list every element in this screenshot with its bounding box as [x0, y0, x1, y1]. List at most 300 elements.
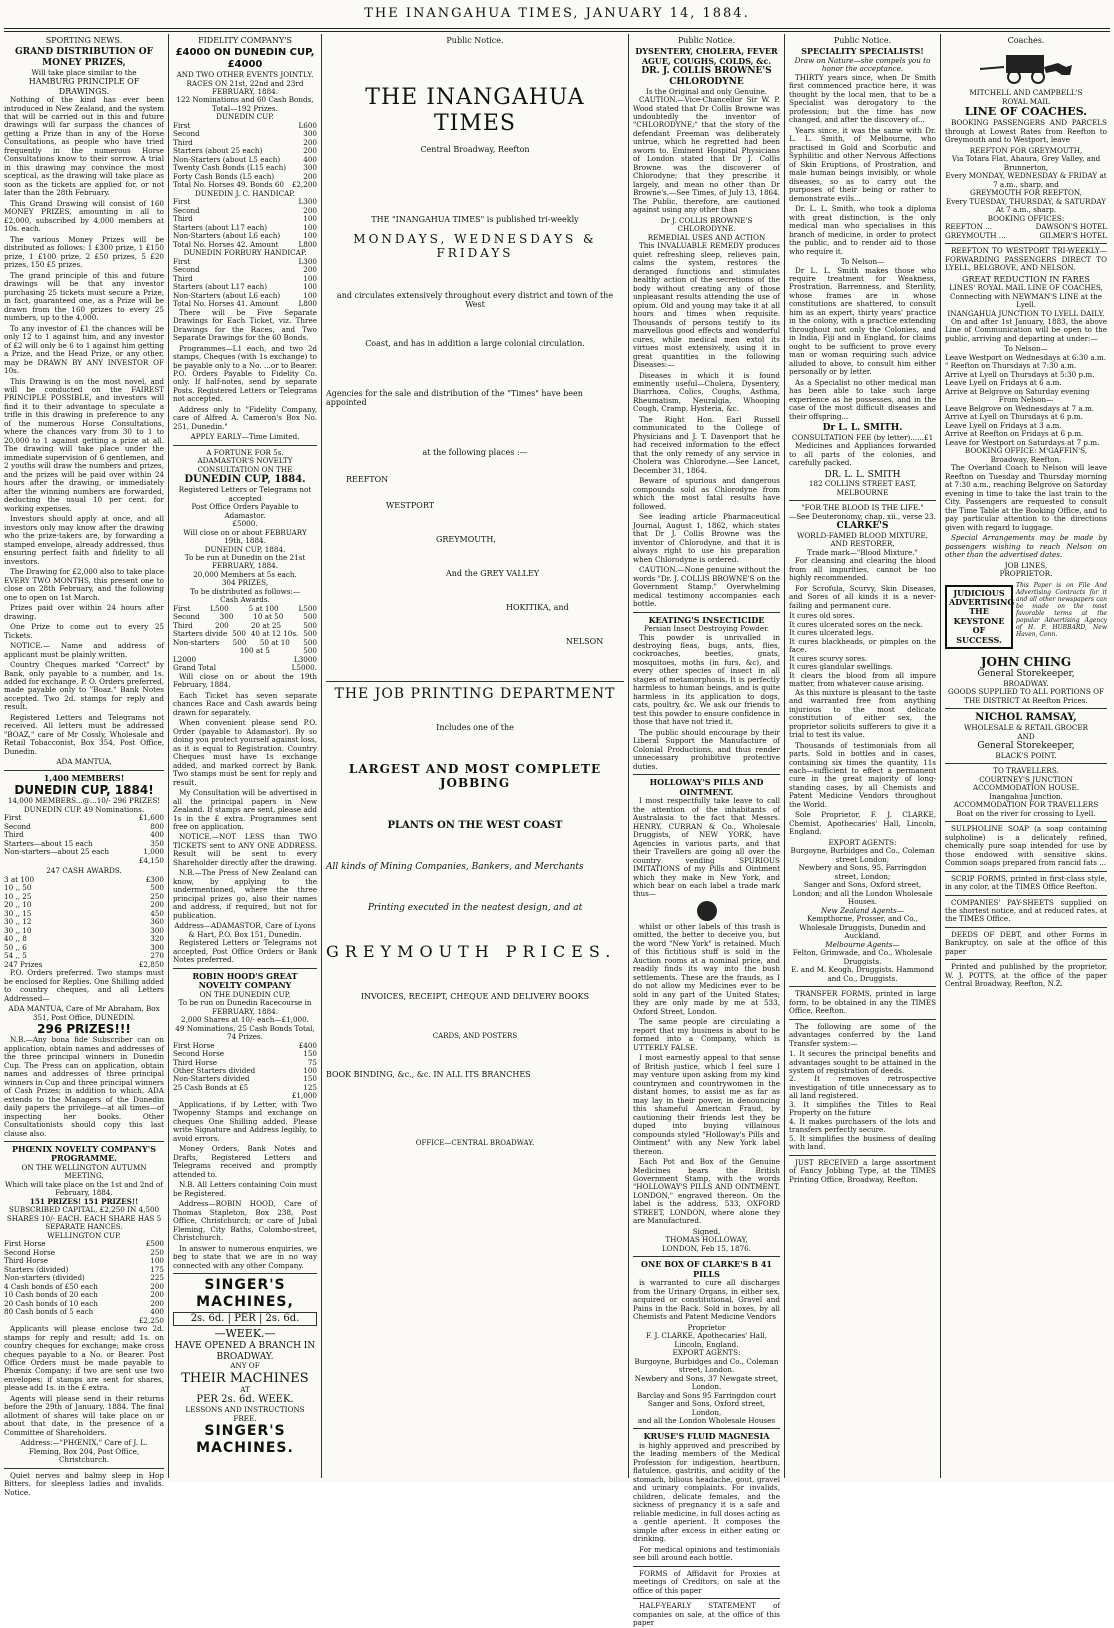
ad-title: CLARKE'S — [836, 521, 889, 532]
table-cell: 100 — [303, 290, 317, 300]
paragraph: P.O. Orders preferred. Two stamps must be enclosed for Replies. One Shilling added to country cheques, and all Letters Addressed— — [4, 968, 164, 1003]
table-cell: 175 — [150, 1264, 164, 1274]
paragraph: The same people are circulating a report that my business is about to be formed into a Company, which is UTTERLY FALSE. — [633, 1017, 780, 1052]
ad-subtitle: BOOKING OFFICE: M'GAFFIN'S, Broadway, Reefton. — [964, 446, 1088, 464]
price-box: 2s. 6d. | PER | 2s. 6d. — [173, 1312, 317, 1326]
ad-line: Printing executed in the neatest design, and at — [367, 902, 583, 913]
ad-subtitle: BROADWAY. — [1003, 678, 1049, 688]
table-row — [4, 927, 164, 935]
paragraph: FORMS of Affidavit for Proxies at meetings of Creditors, on sale at the office of this paper — [633, 1568, 780, 1595]
paragraph: To any investor of £1 the chances will be only 12 to 1 against him, and any investor of £2 will only be 6 to 1 against him getting a Prize, and the Head Prize, or any other, may be DRAWN BY ANY INVESTOR OF 10s. — [4, 323, 164, 376]
table-cell: Third — [4, 830, 24, 840]
table-cell: 200 — [303, 265, 317, 275]
ad-subtitle: DUNEDIN J. C. HANDICAP. — [195, 188, 295, 198]
column-5 — [785, 34, 940, 1478]
ad-line: PLANTS ON THE WEST COAST — [387, 820, 563, 832]
paragraph: Special Arrangements may be made by passengers wishing to reach Nelson on other than the advertised dates. — [945, 533, 1107, 560]
table-cell: 30 ,, 10 — [4, 925, 32, 935]
table-cell: 270 — [150, 951, 164, 961]
ad-line: MONDAYS, WEDNESDAYS & FRIDAYS — [353, 232, 597, 261]
signature: LONDON, Feb 15, 1876. — [661, 1243, 752, 1253]
ad-title: DR. J. COLLIS BROWNE'S CHLORODYNE — [641, 66, 772, 87]
list-item: Arrive at Belgrove on Saturday evening — [945, 386, 1090, 396]
paragraph: SULPHOLINE SOAP (a soap containing sulpholine) is a delicately refined, chemically pure soap intended for use by those endowed with sensitive skins. Common soaps prepared from rancid fats ... — [945, 824, 1107, 868]
table-cell: L600 — [298, 120, 317, 130]
column-2 — [169, 34, 321, 1478]
paragraph: The Drawing for £2,000 also to take place EVERY TWO MONTHS, this present one to close on 28th February, and the following one to open on 1st March. — [4, 567, 164, 602]
booking-office: DAWSON'S HOTEL — [1035, 222, 1107, 232]
table-cell: Third — [173, 137, 193, 147]
town: GREYMOUTH, — [436, 535, 496, 545]
divider — [789, 1019, 936, 1020]
signature: THOMAS HOLLOWAY, — [665, 1235, 748, 1245]
list-item: It cures ulcerated sores on the neck. — [789, 619, 923, 629]
ad-subtitle: Sanger and Sons, Oxford street, London; and all the London Wholesale Houses. — [792, 880, 933, 907]
ad-subtitle: GOODS SUPPLIED TO ALL PORTIONS OF THE DISTRICT At Reefton Prices. — [948, 687, 1104, 705]
ad-subtitle: 14,000 MEMBERS...@...10/- 296 PRIZES! — [7, 796, 161, 806]
divider — [945, 959, 1107, 960]
ad-subtitle: 2,000 Shares at 10/- each—£1,000. — [181, 1015, 309, 1025]
prize-table — [173, 258, 317, 300]
paragraph: This Grand Drawing will consist of 160 MONEY PRIZES, amounting in all to £2,000, subscribed by 4,000 members at 10s. each. — [4, 198, 164, 234]
prize-total: £1,000 — [291, 1091, 317, 1101]
ad-title: THEIR MACHINES — [181, 1370, 309, 1386]
signature: JOB LINES, — [1004, 560, 1048, 570]
column-label: Coaches. — [1007, 36, 1045, 45]
table-cell: Starters (divided) — [4, 1264, 69, 1274]
ad-subtitle: Which will take place on the 1st and 2nd of February, 1884. — [4, 1179, 163, 1198]
prize-total: L5000. — [291, 663, 317, 673]
divider — [173, 1273, 317, 1274]
ad-subtitle: To be run at Dunedin on the 21st FEBRUARY, 1884. — [184, 552, 306, 571]
paragraph: is warranted to cure all discharges from the Urinary Organs, in either sex, acquired or constitutional, Gravel and Pains in the Back. Sold in boxes, by all Chemists and Patent Medicine Vendors — [633, 1278, 780, 1322]
ad-subtitle: 304 PRIZES, — [221, 578, 269, 588]
table-cell: 10 ,, 25 — [4, 891, 32, 901]
paragraph: The following are some of the advantages conferred by the Land Transfer system:— — [789, 1021, 936, 1048]
ad-title: 296 PRIZES!!! — [37, 1022, 131, 1037]
table-cell: 800 — [150, 821, 164, 831]
town: WESTPORT — [386, 501, 435, 511]
table-cell: 500 — [232, 637, 247, 647]
prize-total-label: Total No. Horses 42. Amount — [173, 239, 279, 249]
table-cell: Third — [173, 214, 193, 224]
ad-subtitle: Felton, Grimwade, and Co., Wholesale Druggists. — [792, 948, 933, 966]
ad-line: Coast, and has in addition a large colonial circulation. — [365, 339, 585, 349]
column-label: Public Notice. — [833, 36, 892, 45]
ad-line: GREYMOUTH PRICES. — [326, 942, 617, 962]
table-cell: 100 — [303, 231, 317, 241]
ad-subtitle: Sanger and Sons, Oxford street, London, — [647, 1399, 766, 1417]
table-cell: Starters (about L17 each) — [173, 222, 268, 232]
table-cell: Starters (about L17 each) — [173, 282, 268, 292]
ad-subtitle: £5000. — [232, 519, 258, 529]
ad-subtitle: To be distributed as follows:— — [189, 586, 301, 596]
ad-subtitle: 122 Nominations and 60 Cash Bonds, Total—192 Prizes. — [176, 95, 314, 113]
signature: Signed, — [692, 1226, 721, 1236]
prize-table — [173, 122, 317, 181]
prize-total: L800 — [298, 239, 317, 249]
table-cell: 200 — [150, 900, 164, 910]
paragraph: Programmes—L1 each, and two 2d stamps, Cheques (with 1s exchange) to be payable only to a No. ...or to Bearer. P.O. Orders Payable to Fidelity Co. only. If half-notes, send by separate Posts. Registered Letters or Telegrams not accepted. — [173, 343, 317, 404]
ad-subtitle: DUNEDIN CUP, 1884. — [204, 544, 286, 554]
paragraph: Registered Letters and Telegrams not received. All letters must be addressed "BOAZ," care of Mr Cossly, Wholesale and Retail Tobacconist, Box 354, Post Office, Dunedin. — [4, 712, 164, 756]
table-cell: L300 — [298, 197, 317, 207]
column-label: Public Notice. — [677, 36, 736, 45]
table-cell: Non-Starters (about L6 each) — [173, 290, 281, 300]
table-cell: 150 — [303, 1049, 317, 1059]
paragraph: Address—ROBIN HOOD, Care of Thomas Stapleton, Box 238, Post Office, Christchurch; or care of Jubal Fleming, City Baths, Colombo-street, Christchurch. — [173, 1199, 317, 1243]
ad-subtitle: BOOKING OFFICES: — [987, 213, 1065, 223]
table-cell: Forty Cash Bonds (L5 each) — [173, 171, 275, 181]
table-cell: 200 — [215, 620, 229, 630]
paragraph: N.B.—Any bona fide Subscriber can on application, obtain names and addresses of the three principal winners in Dunedin Cup. The Press can on application, obtain names and addresses of three principal winners in Cup and three principal winners of Cash Prizes; in addition to which, ADA extends to the Managers of the Dunedin daily papers the privilege—at all times—of inspecting her books. Other Consultationists should copy this last clause also. — [4, 1035, 164, 1138]
prize-total: £2,200 — [291, 180, 317, 190]
cure-list — [789, 612, 936, 688]
list-item: Arrive at Reefton on Fridays at 6 p.m. — [945, 429, 1084, 439]
town: HOKITIKA, and — [506, 603, 569, 613]
paragraph: HALF-YEARLY STATEMENT of companies on sale, at the office of this paper — [633, 1601, 780, 1628]
ad-subtitle: HAVE OPENED A BRANCH IN BROADWAY. — [174, 1340, 316, 1362]
advantages-list — [789, 1050, 936, 1152]
table-cell: 100 — [303, 273, 317, 283]
table-cell: 40 at 12 10s. — [250, 629, 299, 639]
divider — [173, 968, 317, 969]
ad-subtitle: DUNEDIN CUP. — [216, 112, 274, 122]
divider — [633, 1256, 780, 1257]
prize-total-label: Total No. Horses 41. Amount — [173, 299, 279, 309]
ad-title: DUNEDIN CUP, 1884! — [14, 783, 154, 798]
paragraph: is highly approved and prescribed by the leading members of the Medical Profession for indigestion, heartburn, flatulence, gastritis, and acidity of the stomach, bilious headache, gout, gravel and urinary complaints. For invalids, children, delicate females, and the sickness of pregnancy it is a safe and reliable medicine, in full doses acting as a gentle aperient. It composes the simple after excess in either eating or drinking. — [633, 1440, 780, 1544]
ad-line: INVOICES, RECEIPT, CHEQUE AND DELIVERY BOOKS — [360, 992, 590, 1002]
paragraph: Address only to "Fidelity Company, care of Alfred A. Cameron's Box No. 251, Dunedin." — [173, 404, 317, 431]
ad-subtitle: and all the London Wholesale Houses — [637, 1415, 776, 1425]
list-item: " Reefton on Thursdays at 7:30 a.m. — [945, 361, 1077, 371]
town: NELSON — [566, 637, 604, 647]
table-cell: L500 — [298, 603, 317, 613]
paragraph: whilst or other labels of this trash is omitted, the better to deceive you, but the word "New York" is retained. Much of this fictitious stuff is sold in the Auction rooms at a nominal price, and readily finds its way into the bush settlements. These are the frauds, as I do not allow my Medicines ever to be sold in any part of the United States; they are only made by me at 533, Oxford Street, London. — [633, 921, 780, 1016]
divider — [945, 871, 1107, 872]
section-title: THE JOB PRINTING DEPARTMENT — [334, 686, 616, 703]
ad-title: JOHN CHING — [980, 655, 1072, 670]
divider — [945, 763, 1107, 764]
ad-subtitle: Will close on or about FEBRUARY 19th, 1884. — [183, 527, 307, 546]
paragraph: Prizes paid over within 24 hours after drawing. — [4, 603, 164, 621]
paragraph: REEFTON TO WESTPORT TRI-WEEKLY—FORWARDING PASSENGERS DIRECT TO LYELL, BELGROVE, AND NELSON. — [945, 246, 1107, 273]
ad-subtitle: Burgoyne, Burbidges and Co., Coleman street London; — [790, 846, 935, 864]
paragraph: Nothing of the kind has ever been introduced in New Zealand, and the system that will be carried out in this and future drawings will far surpass the chances of getting a Prize than in any of the Horse Consultations, as people who have tried frequently in the numerous Horse Consultations know to their sorrow. A trial in this drawing may convince the most sceptical, as the drawing will take place as soon as the tickets are applied for, or not later than the 28th February. — [4, 95, 164, 198]
divider — [633, 1598, 780, 1599]
table-cell: Other Starters divided — [173, 1065, 256, 1075]
divider — [633, 612, 780, 613]
table-cell: 75 — [307, 1057, 317, 1067]
town: REEFTON — [346, 475, 389, 485]
ad-subtitle: ROYAL MAIL — [1002, 96, 1050, 106]
ad-title: DUNEDIN CUP, 1884. — [184, 474, 306, 486]
paragraph: As a Specialist no other medical man has been able to take such large experience as he possesses, and in the case of the most difficult diseases and their offspring... — [789, 377, 936, 421]
list-item: Arrive at Lyell on Thursdays at 5:30 p.m. — [945, 369, 1095, 379]
table-cell: 30 ,, 12 — [4, 917, 32, 927]
paragraph: This INVALUABLE REMEDY produces quiet refreshing sleep, relieves pain, calms the system, restores the deranged functions and stimulates healthy action of the secretions of the body without creating any of those unpleasant results attending the use of opium. Old and young may take it at all hours and times when requisite. Thousands of persons testify to its marvellous good effects and wonderful cures, while medical men extol its virtues most extensively, using it in great quantities in the following Diseases:— — [633, 241, 780, 370]
ad-subtitle: LESSONS AND INSTRUCTIONS FREE. — [185, 1405, 305, 1423]
prize-total: £2,250 — [138, 1315, 164, 1325]
paragraph: As this mixture is pleasant to the taste and warranted free from anything injurious to the most delicate constitution of either sex, the proprietor solicits sufferers to give it a trial to test its value. — [789, 687, 936, 740]
ad-subtitle: EXPORT AGENTS: — [672, 1348, 741, 1358]
prize-total: £4,150 — [138, 855, 164, 865]
table-cell: 500 — [303, 612, 317, 622]
address: 182 COLLINS STREET EAST, MELBOURNE — [808, 479, 917, 497]
prize-total: £2,850 — [138, 959, 164, 969]
table-cell: 300 — [303, 163, 317, 173]
table-cell: 10 Cash bonds of 20 each — [4, 1290, 98, 1300]
table-cell: 100 — [150, 1256, 164, 1266]
paragraph: The public should encourage by their Liberal Support the Manufacture of Colonial Productions, and thus render unnecessary prohibitive protective duties. — [633, 727, 780, 771]
ad-subtitle: WORLD-FAMED BLOOD MIXTURE, AND RESTORER, — [797, 530, 928, 549]
divider — [945, 821, 1107, 822]
paragraph: COMPANIES' PAY-SHEETS supplied on the shortest notice, and at reduced rates, at the TIMES Office. — [945, 897, 1107, 924]
table-cell: Starters (about 25 each) — [173, 146, 263, 156]
ad-title: LINE OF COACHES. — [964, 105, 1088, 119]
paragraph: Applicants will please enclose two 2d. stamps for reply and result; add 1s. on country cheques for exchange; make cross cheques payable to a No. or Bearer. Post Office Orders must be made payable to Phœnix Company; if two are sent use two envelopes; if stamps are sent for shares, please add 1s. in the £ extra. — [4, 1324, 164, 1393]
paragraph: Diseases in which it is found eminently useful—Cholera, Dysentery, Diarrhœa, Colics, Coughs, Asthma, Rheumatism, Neuralgia, Whooping Cough, Cramp, Hysteria, &c. — [633, 370, 780, 414]
divider — [945, 895, 1107, 896]
paragraph: CAUTION.—Vice-Chancellor Sir W. P. Wood stated that Dr Collis Browne was undoubtedly the inventor of "CHLORODYNE;" that the story of the defendant Freeman was deliberately untrue, which he regretted had been sworn to. Eminent Hospital Physicians of London stated that Dr J. Collis Browne was the discoverer of Chlorodyne; that they prescribe it largely, and mean no other than Dr Browne's.—See Times, of July 13, 1864. The Public, therefore, are cautioned against using any other than — [633, 95, 780, 215]
ad-line: All kinds of Mining Companies, Bankers, and Merchants — [326, 862, 584, 873]
ad-subtitle: Persian Insect Destroying Powder. — [643, 624, 770, 634]
table-cell: 200 — [303, 137, 317, 147]
list-item: It cures glandular swellings. — [789, 662, 893, 672]
paragraph: The various Money Prizes will be distributed as follows: 1 £300 prize, 1 £150 prize, 1 £100 prize, 2 £50 prizes, 5 £20 prizes, 150 £5 prizes. — [4, 234, 164, 270]
ad-subtitle: PER 2s. 6d. WEEK. — [196, 1394, 294, 1406]
prize-total: L800 — [298, 299, 317, 309]
ad-subtitle: Every MONDAY, WEDNESDAY & FRIDAY at 7 a.m., sharp, and — [945, 171, 1107, 189]
ad-subtitle: 49 Nominations, 25 Cash Bonds Total, 74 Prizes. — [175, 1023, 315, 1042]
table-cell: Second — [173, 129, 200, 139]
ad-subtitle: ON THE DUNEDIN CUP, — [199, 989, 291, 999]
ad-line: BOOK BINDING, &c., &c. IN ALL ITS BRANCHES — [326, 1070, 531, 1079]
table-cell: 300 — [303, 129, 317, 139]
town: And the GREY VALLEY — [446, 569, 540, 579]
ad-title: GRAND DISTRIBUTION OF MONEY PRIZES, — [14, 47, 153, 69]
table-cell: 400 — [150, 1307, 164, 1317]
divider — [173, 445, 317, 446]
table-cell: Non-Starters (about L5 each) — [173, 154, 281, 164]
table-cell: 10 ,, 50 — [4, 883, 32, 893]
top-rule-2 — [4, 31, 1110, 32]
ad-subtitle: F. J. CLARKE, Apothecaries' Hall, Lincoln, England. — [646, 1331, 767, 1349]
table-cell: 50 at 10 — [259, 637, 290, 647]
ad-title: SINGER'S MACHINES. — [196, 1423, 294, 1456]
paragraph: CAUTION.—None genuine without the words "Dr. J. COLLIS BROWNE'S on the Government Stamp." Overwhelming medical testimony accompanies each bottle. — [633, 565, 780, 609]
paragraph: Money Orders, Bank Notes and Drafts, Registered Letters and Telegrams received and promptly attended to. — [173, 1144, 317, 1179]
list-item: 2. It removes retrospective investigation of title unnecessary as to all land registered. — [789, 1074, 936, 1101]
paragraph: SCRIP FORMS, printed in first-class style, in any color, at the TIMES Office Reefton. — [945, 873, 1107, 892]
table-cell: 20 Cash bonds of 10 each — [4, 1298, 98, 1308]
table-cell: 300 — [219, 612, 234, 622]
list-item: It cures old sores. — [789, 611, 855, 621]
ad-subtitle: Newbery and Sons, 37 Newgate street, London. — [634, 1373, 779, 1392]
table-cell: 3 at 100 — [4, 874, 35, 884]
ad-title: 1,400 MEMBERS! — [43, 772, 125, 783]
divider — [4, 1141, 164, 1142]
table-cell: Third — [173, 620, 193, 630]
paragraph: THIRTY years since, when Dr Smith first commenced practice here, it was thought by the local men, that to be a Specialist was derogatory to the profession; but the time has now changed, and after the discovery of... — [789, 72, 936, 125]
column-1 — [0, 34, 168, 1497]
table-cell: 225 — [150, 1273, 164, 1283]
table-cell: 4 Cash bonds of £50 each — [4, 1281, 98, 1291]
ad-title: ROBIN HOOD'S GREAT NOVELTY COMPANY — [192, 970, 298, 991]
ad-title: PHŒNIX NOVELTY COMPANY'S PROGRAMME. — [11, 1143, 156, 1164]
list-item: Leave Belgrove on Wednesdays at 7 a.m. — [945, 403, 1095, 413]
ad-subtitle: APPLY EARLY—Time Limited. — [190, 432, 300, 442]
ad-title: HOLLOWAY'S PILLS AND OINTMENT. — [649, 777, 764, 797]
ad-subtitle: Every TUESDAY, THURSDAY, & SATURDAY At 7 a.m., sharp. — [946, 196, 1106, 215]
ad-title: £4000 ON DUNEDIN CUP, £4000 — [175, 47, 315, 71]
list-item: Leave Lyell on Fridays at 6 a.m. — [945, 378, 1062, 388]
table-cell: 25 Cash Bonds at £5 — [173, 1082, 249, 1092]
table-cell: 5 at 100 — [248, 603, 279, 613]
divider — [633, 1566, 780, 1567]
ad-subtitle: Via Totara Flat, Ahaura, Grey Valley, and Brunnerton, — [951, 154, 1101, 172]
table-cell: 20 at 25 — [250, 620, 282, 630]
ad-subtitle: Kempthorne, Prosser, and Co., Wholesale Druggists, Dunedin and Auckland. — [799, 914, 926, 941]
table-cell: 300 — [150, 942, 164, 952]
ad-subtitle: —WEEK.— — [214, 1326, 276, 1340]
table-row — [4, 823, 164, 831]
list-item: Leave Lyell on Fridays at 3 a.m. — [945, 420, 1062, 430]
divider — [4, 1468, 164, 1469]
list-item: 3. It simplifies the Titles to Real Property on the future — [789, 1099, 936, 1118]
table-cell: 100 at 5 — [239, 646, 270, 656]
list-item: 1. It secures the principal benefits and advantages sought to be attained in the system of registration of deeds. — [789, 1049, 936, 1075]
table-cell: 200 — [303, 205, 317, 215]
table-cell: 300 — [150, 925, 164, 935]
table-cell: Non-starters (divided) — [4, 1273, 85, 1283]
paragraph: Country Cheques marked "Correct" by Bank, only payable to a number, and 1s. added for exchange. P. O. Orders preferred, made payable only to "Boaz." Bank Notes accepted. Two 2d. stamps for reply and result. — [4, 660, 164, 712]
paragraph: For medical opinions and testimonials see bill around each bottle. — [633, 1544, 780, 1563]
keystone-logo: JUDICIOUS ADVERTISING THE KEYSTONE OF SUCCESS. — [945, 585, 1013, 650]
table-cell: 350 — [150, 838, 164, 848]
paragraph: This Paper is on File And Advertising Contracts for it and all other newspapers can be made on the most favorable terms at the popular Advertising Agency of H. P. HUBBARD, New Haven, Conn. — [1016, 581, 1107, 639]
ad-subtitle: EXPORT AGENTS: — [828, 837, 897, 847]
ad-title: SPECIALITY SPECIALISTS! — [801, 46, 924, 57]
paragraph: N.B. All Letters containing Coin must be Registered. — [173, 1180, 317, 1198]
table-cell: Third — [173, 273, 193, 283]
table-cell: 500 — [150, 883, 164, 893]
column-center — [322, 34, 628, 1478]
paragraph: For cleansing and clearing the blood from all impurities, cannot be too highly recommended. — [789, 556, 936, 583]
list-item: 5. It simplifies the business of dealing with land. — [789, 1133, 936, 1152]
ad-line: LARGEST AND MOST COMPLETE JOBBING — [348, 762, 602, 791]
ad-subtitle: Burgoyne, Burbidges and Co., Coleman street, London. — [634, 1356, 779, 1375]
table-cell: First — [173, 197, 191, 207]
ad-subtitle: INANGAHUA JUNCTION TO LYELL DAILY. — [947, 308, 1105, 318]
prize-table — [173, 1042, 317, 1093]
table-cell: Starters—about 15 each — [4, 838, 93, 848]
table-cell: 200 — [303, 171, 317, 181]
ad-subtitle: Newbery and Sons, 95, Farringdon street, London; — [798, 863, 927, 881]
list-item: It clears the blood from all impure matter, from whatever cause arising. — [789, 670, 936, 689]
table-cell: 150 — [303, 1074, 317, 1084]
ad-subtitle: ACCOMMODATION FOR TRAVELLERS — [953, 800, 1099, 810]
ad-subtitle: BLACK'S POINT. — [995, 750, 1057, 760]
table-cell: Third Horse — [4, 1256, 49, 1266]
table-cell: 200 — [303, 146, 317, 156]
ad-title: KEATING'S INSECTICIDE — [648, 614, 765, 625]
table-row — [173, 130, 317, 138]
ad-line: OFFICE—CENTRAL BROADWAY. — [415, 1139, 535, 1148]
ad-subtitle: Post Office Orders Payable to Adamastor. — [191, 502, 299, 520]
ad-subtitle: To Nelson— — [840, 257, 885, 267]
divider — [789, 986, 936, 987]
column-4 — [629, 34, 784, 1628]
paragraph: I most respectfully take leave to call the attention of the inhabitants of Australasia to the fact that Messrs. HENRY, CURRAN & Co., Wholesale Druggists, of NEW YORK, have Agencies in various parts, and that their Travellers are going all over the country vending SPURIOUS IMITATIONS of my Pills and Ointment which they make in New York, and which bear on each label a trade mark thus— — [633, 796, 780, 899]
prize-total-label: Grand Total — [173, 663, 217, 673]
prize-table — [4, 814, 164, 856]
ad-subtitle: Barclay and Sons 95 Farringdon court — [636, 1390, 777, 1400]
ad-line: Includes one of the — [436, 722, 514, 732]
timetable — [945, 354, 1107, 396]
ad-title: A FORTUNE FOR 5s. — [206, 447, 284, 457]
table-cell: First — [173, 603, 191, 613]
table-row — [173, 207, 317, 215]
table-cell: 100 — [303, 1065, 317, 1075]
divider — [4, 770, 164, 771]
masthead: THE INANGAHUA TIMES, JANUARY 14, 1884. — [364, 6, 750, 21]
paragraph: The Right Hon. Earl Russell communicated to the College of Physicians and J. T. Davenport that he had received information to the effect that the only remedy of any service in Cholera was Chlorodyne.—See Lancet, December 31, 1864. — [633, 414, 780, 475]
paragraph: Each Ticket has seven separate chances Race and Cash awards being drawn for separately. — [173, 690, 317, 717]
table-cell: Second — [173, 205, 200, 215]
table-cell: Non-Starters (about L6 each) — [173, 231, 281, 241]
paragraph: Agents will please send in their returns before the 29th of January, 1884. The final allotment of shares will take place on or about that date, in the presence of a Committee of Shareholders. — [4, 1393, 164, 1437]
paper-address: Central Broadway, Reefton — [420, 145, 530, 155]
booking-office: GILMER'S HOTEL — [1039, 230, 1107, 240]
ad-subtitle: GREYMOUTH FOR REEFTON, — [969, 188, 1083, 198]
ad-title: ONE BOX OF CLARKE'S B 41 PILLS — [641, 1259, 772, 1279]
ad-title: SINGER'S MACHINES, — [196, 1277, 294, 1310]
list-item: 4. It makes purchasers of the lots and transfers perfectly secure. — [789, 1116, 936, 1135]
ad-title: FIDELITY COMPANY'S — [198, 36, 292, 45]
ad-subtitle: Registered Letters or Telegrams not accepted — [178, 485, 312, 503]
ad-subtitle: 20,000 Members at 5s each. — [193, 569, 297, 579]
imprint: Printed and published by the proprietor, W. J. POTTS, at the office of the paper Central Broadway, Reefton, N.Z. — [945, 962, 1107, 989]
ad-subtitle: REMEDIAL USES AND ACTION — [647, 232, 766, 242]
ad-subtitle: REEFTON FOR GREYMOUTH, — [969, 145, 1083, 155]
list-item: It cures scurvy sores. — [789, 653, 868, 663]
ad-subtitle: DUNEDIN CUP. 49 Nominations. — [23, 804, 145, 814]
table-cell: Second — [173, 612, 200, 622]
table-cell: 40 ,, 8 — [4, 934, 27, 944]
paragraph: Quiet nerves and balmy sleep in Hop Bitters, for sleepless ladies and invalids. Notice. — [4, 1470, 164, 1497]
ad-subtitle: To be run on Dunedin Racecourse in FEBRUARY, 1884. — [178, 998, 312, 1016]
ad-line: CARDS, AND POSTERS — [432, 1031, 518, 1040]
section-heading: SPORTING NEWS. — [45, 36, 123, 45]
table-cell: Second Horse — [173, 1049, 225, 1059]
paragraph: Medicines and Appliances forwarded to all parts of the colonies, and carefully packed. — [789, 441, 936, 468]
table-cell: 125 — [303, 1082, 317, 1092]
prize-subtotal: L3000 — [293, 654, 317, 664]
ad-subtitle: RACES ON 21st, 22nd and 23rd FEBRUARY, 1884. — [186, 78, 304, 96]
table-cell: 54 ,, 5 — [4, 951, 27, 961]
table-cell: First — [4, 813, 22, 823]
ad-title: "FOR THE BLOOD IS THE LIFE." — [801, 503, 924, 513]
list-item: Leave for Westport on Saturdays at 7 p.m. — [945, 437, 1100, 447]
paragraph: When convenient please send P.O. Order (payable to Adamastor). By so doing you protect yourself against loss, as it is equal to Registration. Country Cheques must have 1s exchange added, and marked correct by Bank. Two stamps must be sent for reply and result. — [173, 718, 317, 787]
table-cell: 30 ,, 15 — [4, 908, 32, 918]
paragraph: Investors should apply at once, and all investors only may know after the drawing who the prize-takers are, by forwarding a stamped envelope, already addressed, thus ensuring perfect faith and fidelity to all investors. — [4, 514, 164, 566]
table-cell: First Horse — [4, 1239, 46, 1249]
prize-table — [173, 605, 317, 656]
table-cell: First — [173, 120, 191, 130]
